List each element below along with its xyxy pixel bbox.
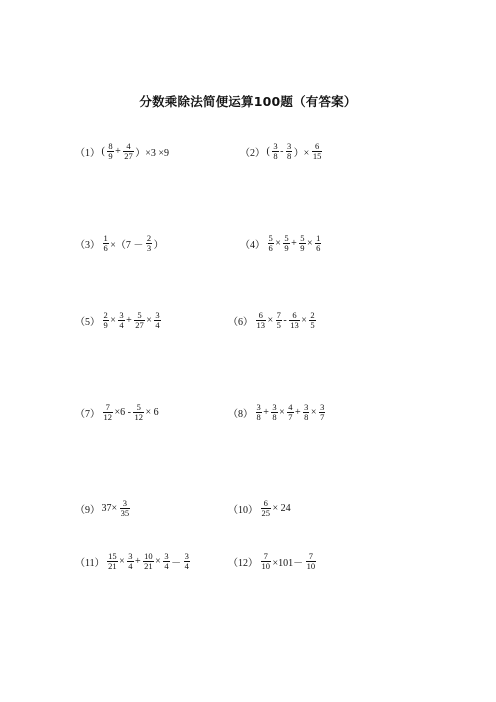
problem-9	[75, 494, 132, 522]
fraction	[118, 311, 124, 330]
operator-text: × 6	[145, 406, 159, 418]
numerator: 15	[108, 550, 117, 561]
numerator: 5	[268, 232, 273, 243]
operator-text: 37×	[101, 502, 118, 514]
operator-text: ×	[146, 314, 152, 326]
operator-text: ）	[153, 239, 164, 251]
denominator: 10	[261, 560, 270, 571]
operator-text: ）×	[293, 147, 310, 159]
fraction	[143, 552, 154, 571]
denominator: 3	[146, 242, 152, 253]
problem-label: （11）	[75, 557, 105, 569]
fraction	[107, 552, 118, 571]
denominator: 9	[103, 319, 108, 330]
denominator: 8	[286, 150, 292, 161]
operator-text: ×	[301, 314, 307, 326]
denominator: 8	[256, 411, 261, 422]
operator-text: ×	[155, 555, 161, 567]
operator-text: ×（7 －	[110, 239, 144, 251]
numerator: 7	[105, 401, 110, 412]
numerator: 5	[284, 232, 289, 243]
numerator: 6	[263, 497, 268, 508]
operator-text: ×	[279, 406, 285, 418]
operator-text: +	[126, 314, 132, 326]
problem-6	[228, 306, 317, 334]
operator-text: ）×3 ×9	[135, 147, 170, 159]
numerator: 3	[273, 140, 278, 151]
operator-text: －	[171, 557, 182, 569]
fraction	[272, 142, 278, 161]
operator-text: ×6 -	[114, 406, 131, 418]
numerator: 5	[137, 309, 142, 320]
numerator: 4	[288, 401, 293, 412]
denominator: 27	[135, 319, 144, 330]
numerator: 7	[308, 550, 314, 561]
fraction	[309, 311, 315, 330]
problem-label: （1）	[75, 147, 100, 159]
numerator: 2	[103, 309, 108, 320]
numerator: 3	[164, 550, 169, 561]
denominator: 21	[108, 560, 117, 571]
denominator: 8	[273, 150, 278, 161]
fraction	[134, 311, 145, 330]
fraction	[312, 142, 323, 161]
fraction	[103, 311, 109, 330]
denominator: 12	[134, 411, 143, 422]
denominator: 5	[310, 319, 315, 330]
numerator: 3	[184, 550, 189, 561]
problem-4	[240, 229, 323, 257]
operator-text: ×	[275, 237, 281, 249]
denominator: 4	[155, 319, 160, 330]
numerator: 6	[258, 309, 263, 320]
fraction	[256, 311, 267, 330]
problem-3	[75, 229, 165, 257]
numerator: 3	[155, 309, 160, 320]
fraction	[286, 142, 292, 161]
problem-2	[240, 137, 324, 165]
operator-text: ×	[310, 406, 317, 418]
problem-1	[75, 137, 171, 165]
problem-label: （4）	[240, 239, 265, 251]
operator-text: -	[280, 145, 284, 157]
operator-text: ×	[110, 314, 116, 326]
fraction	[289, 311, 300, 330]
fraction	[283, 234, 289, 253]
operator-text: +	[295, 406, 301, 418]
operator-text: (	[101, 145, 105, 157]
denominator: 35	[120, 507, 130, 518]
operator-text: ×	[119, 555, 125, 567]
denominator: 27	[124, 150, 133, 161]
denominator: 6	[103, 242, 108, 253]
numerator: 3	[272, 401, 277, 412]
operator-text: × 24	[272, 502, 291, 514]
fraction	[154, 311, 160, 330]
page-title: 分数乘除法简便运算100题（有答案）	[139, 94, 357, 109]
problem-11	[75, 547, 191, 575]
operator-text: ×101－	[272, 557, 304, 569]
numerator: 5	[300, 232, 305, 243]
problem-label: （10）	[228, 504, 258, 516]
fraction	[163, 552, 169, 571]
denominator: 6	[316, 242, 321, 253]
fraction	[103, 403, 114, 422]
denominator: 15	[312, 150, 322, 161]
denominator: 8	[304, 411, 309, 422]
operator-text: +	[291, 237, 297, 249]
numerator: 10	[144, 550, 153, 561]
fraction	[271, 403, 277, 422]
fraction	[319, 403, 325, 422]
denominator: 4	[184, 560, 189, 571]
numerator: 3	[119, 309, 124, 320]
denominator: 9	[300, 242, 305, 253]
fraction	[268, 234, 274, 253]
denominator: 10	[306, 560, 316, 571]
denominator: 9	[108, 150, 113, 161]
fraction	[127, 552, 133, 571]
numerator: 1	[316, 232, 321, 243]
denominator: 4	[119, 319, 124, 330]
fraction	[276, 311, 282, 330]
operator-text: ×	[267, 314, 274, 326]
denominator: 6	[268, 242, 273, 253]
numerator: 3	[286, 140, 292, 151]
problem-7	[75, 398, 160, 426]
numerator: 7	[276, 309, 281, 320]
fraction	[107, 142, 113, 161]
denominator: 7	[288, 411, 293, 422]
numerator: 4	[126, 140, 131, 151]
denominator: 4	[164, 560, 169, 571]
numerator: 7	[263, 550, 268, 561]
problem-5	[75, 306, 162, 334]
denominator: 7	[320, 411, 325, 422]
denominator: 13	[290, 319, 299, 330]
denominator: 12	[103, 411, 112, 422]
numerator: 3	[256, 401, 261, 412]
problem-label: （6）	[228, 316, 253, 328]
denominator: 25	[261, 507, 270, 518]
numerator: 6	[292, 309, 297, 320]
fraction	[299, 234, 305, 253]
denominator: 13	[256, 319, 265, 330]
fraction	[287, 403, 293, 422]
fraction	[103, 234, 109, 253]
fraction	[261, 552, 272, 571]
numerator: 5	[136, 401, 141, 412]
problem-10	[228, 494, 292, 522]
problem-8	[228, 398, 327, 426]
problem-label: （7）	[75, 408, 100, 420]
problem-label: （3）	[75, 239, 100, 251]
fraction	[303, 403, 309, 422]
operator-text: -	[283, 314, 287, 326]
fraction	[184, 552, 190, 571]
numerator: 3	[122, 497, 128, 508]
fraction	[123, 142, 134, 161]
numerator: 2	[310, 309, 315, 320]
problem-12	[228, 547, 318, 575]
problem-label: （9）	[75, 504, 100, 516]
problem-label: （8）	[228, 408, 253, 420]
numerator: 3	[128, 550, 133, 561]
operator-text: ×	[307, 237, 313, 249]
problem-label: （12）	[228, 557, 258, 569]
numerator: 6	[314, 140, 320, 151]
numerator: 3	[304, 401, 309, 412]
operator-text: +	[135, 555, 141, 567]
denominator: 9	[284, 242, 289, 253]
fraction	[146, 234, 152, 253]
operator-text: (	[266, 145, 270, 157]
denominator: 4	[128, 560, 133, 571]
numerator: 3	[320, 401, 325, 412]
fraction	[261, 499, 272, 518]
denominator: 21	[144, 560, 153, 571]
numerator: 1	[103, 232, 108, 243]
problem-label: （2）	[240, 147, 265, 159]
fraction	[306, 552, 317, 571]
denominator: 8	[272, 411, 277, 422]
numerator: 2	[146, 232, 152, 243]
operator-text: +	[263, 406, 269, 418]
fraction	[315, 234, 321, 253]
fraction	[120, 499, 131, 518]
denominator: 5	[276, 319, 281, 330]
fraction	[256, 403, 262, 422]
problem-label: （5）	[75, 316, 100, 328]
operator-text: +	[115, 145, 121, 157]
fraction	[133, 403, 144, 422]
numerator: 8	[108, 140, 113, 151]
